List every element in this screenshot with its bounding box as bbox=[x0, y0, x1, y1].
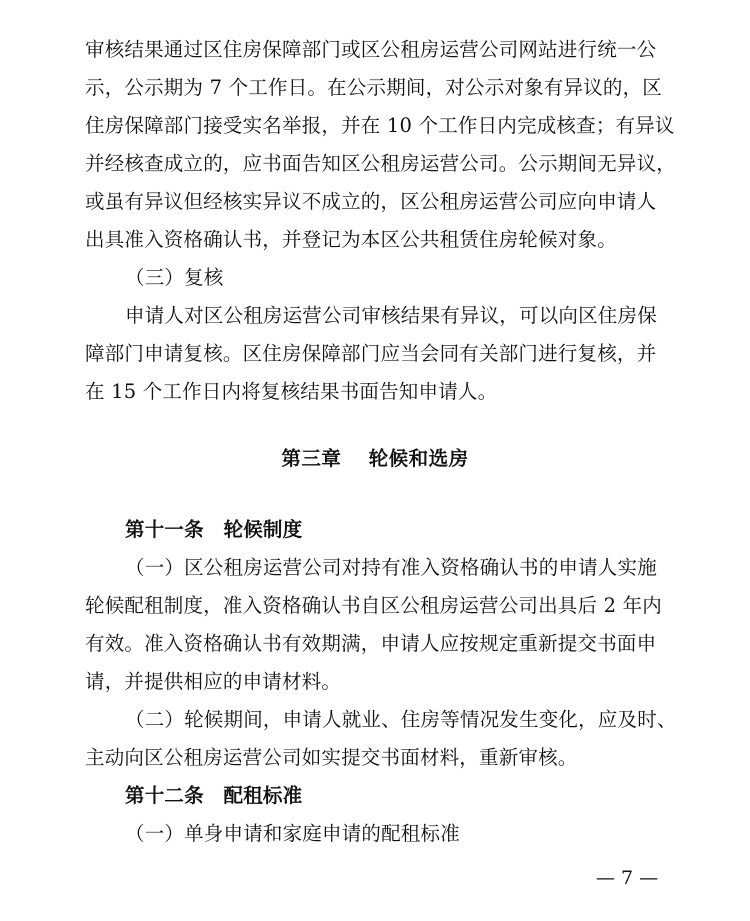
chapter-title: 第三章 轮候和选房 bbox=[281, 447, 469, 470]
body-line-17: （二）轮候期间，申请人就业、住房等情况发生变化，应及时、 bbox=[125, 708, 677, 731]
body-line-18: 主动向区公租房运营公司如实提交书面材料，重新审核。 bbox=[85, 746, 578, 769]
section-heading-review: （三）复核 bbox=[125, 266, 224, 289]
page-number: — 7 — bbox=[596, 867, 659, 889]
body-line-10: 在 15 个工作日内将复核结果书面告知申请人。 bbox=[85, 380, 498, 403]
body-line-2: 示，公示期为 7 个工作日。在公示期间，对公示对象有异议的，区 bbox=[85, 76, 663, 99]
body-line-15: 有效。准入资格确认书有效期满，申请人应按规定重新提交书面申 bbox=[85, 632, 657, 655]
article-heading-12: 第十二条 配租标准 bbox=[125, 784, 303, 807]
article-heading-11: 第十一条 轮候制度 bbox=[125, 518, 303, 541]
body-line-14: 轮候配租制度，准入资格确认书自区公租房运营公司出具后 2 年内 bbox=[85, 594, 663, 617]
body-line-13: （一）区公租房运营公司对持有准入资格确认书的申请人实施 bbox=[125, 556, 657, 579]
body-line-16: 请，并提供相应的申请材料。 bbox=[85, 670, 342, 693]
body-line-3: 住房保障部门接受实名举报，并在 10 个工作日内完成核查；有异议 bbox=[85, 114, 675, 137]
body-line-1: 审核结果通过区住房保障部门或区公租房运营公司网站进行统一公 bbox=[85, 38, 657, 61]
body-line-5: 或虽有异议但经核实异议不成立的，区公租房运营公司应向申请人 bbox=[85, 190, 657, 213]
body-line-9: 障部门申请复核。区住房保障部门应当会同有关部门进行复核，并 bbox=[85, 342, 657, 365]
body-line-20: （一）单身申请和家庭申请的配租标准 bbox=[125, 822, 460, 845]
body-line-8: 申请人对区公租房运营公司审核结果有异议，可以向区住房保 bbox=[125, 304, 657, 327]
body-line-6: 出具准入资格确认书，并登记为本区公共租赁住房轮候对象。 bbox=[85, 228, 617, 251]
body-line-4: 并经核查成立的，应书面告知区公租房运营公司。公示期间无异议， bbox=[85, 152, 677, 175]
